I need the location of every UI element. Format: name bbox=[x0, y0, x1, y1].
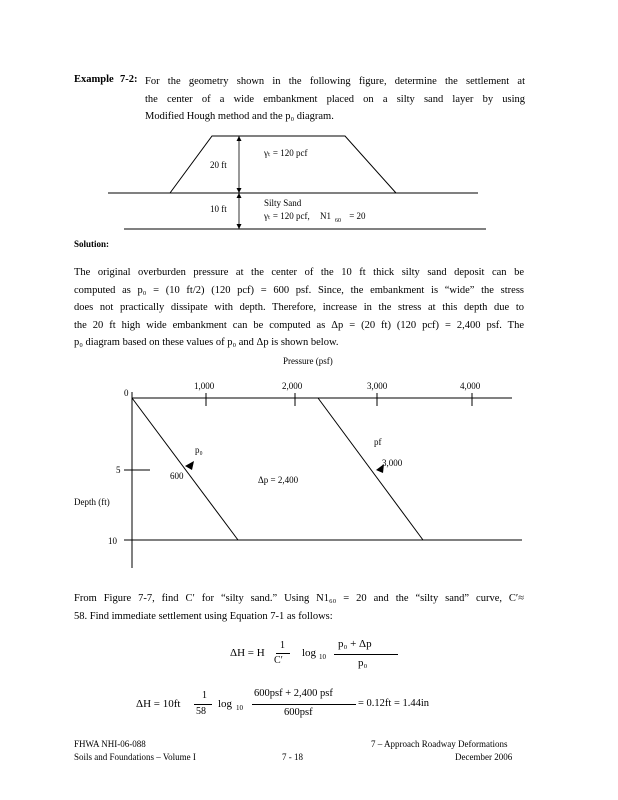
solution-line-3: does not practically dissipate with depth. Therefore, increase in the stress at this depth due to bbox=[74, 302, 524, 313]
eq2-frac-num: 1 bbox=[202, 690, 207, 701]
x-tick-label-0: 0 bbox=[124, 388, 129, 398]
embankment-figure bbox=[0, 0, 618, 240]
footer-page-number: 7 - 18 bbox=[282, 752, 303, 762]
eq1-log-sub: 10 bbox=[319, 653, 326, 661]
eq1-num: p₀ + Δp bbox=[338, 638, 372, 650]
embankment-height-label: 20 ft bbox=[210, 160, 227, 170]
po-arrow-icon bbox=[185, 461, 194, 470]
soil-n-value: = 20 bbox=[349, 211, 366, 221]
arrow-up-icon bbox=[237, 136, 242, 141]
soil-n-label: N1 bbox=[319, 211, 331, 221]
pressure-diagram bbox=[0, 370, 618, 570]
po-value-label: 600 bbox=[170, 471, 184, 481]
soil-name-label: Silty Sand bbox=[264, 198, 302, 208]
soil-n-subscript: 60 bbox=[334, 217, 341, 224]
eq1-frac-bar bbox=[276, 653, 290, 654]
example-number: 7-2: bbox=[120, 74, 138, 85]
x-tick-label-3000: 3,000 bbox=[367, 381, 388, 391]
footer-left-line-2: Soils and Foundations – Volume I bbox=[74, 752, 196, 762]
soil-unit-weight: γₜ = 120 pcf, bbox=[264, 211, 310, 221]
equation-solution bbox=[136, 688, 456, 728]
po-line bbox=[132, 398, 238, 540]
x-tick-label-1000: 1,000 bbox=[194, 381, 215, 391]
soil-properties-label bbox=[264, 211, 366, 224]
eq1-frac-num: 1 bbox=[280, 640, 285, 651]
footer-right-line-2: December 2006 bbox=[455, 752, 513, 762]
figure-reference-line-1: From Figure 7-7, find C′ for “silty sand.” Using N1₆₀ = 20 and the “silty sand” curve, C′≈ bbox=[74, 593, 524, 604]
footer-left-line-1: FHWA NHI-06-088 bbox=[74, 739, 146, 749]
eq2-den: 600psf bbox=[284, 707, 313, 718]
arrow-up-icon bbox=[237, 193, 242, 198]
x-tick-label-2000: 2,000 bbox=[282, 381, 303, 391]
pf-line bbox=[318, 398, 423, 540]
embankment-outline bbox=[170, 136, 396, 193]
eq2-log-sub: 10 bbox=[236, 704, 243, 712]
example-line-2: the center of a wide embankment placed on a silty sand layer by using bbox=[145, 93, 525, 105]
solution-line-5: p₀ diagram based on these values of p₀ and Δp is shown below. bbox=[74, 337, 339, 348]
delta-p-label: Δp = 2,400 bbox=[258, 475, 299, 485]
pf-value-label: 3,000 bbox=[382, 458, 403, 468]
example-label: Example bbox=[74, 74, 114, 85]
footer-right-line-1: 7 – Approach Roadway Deformations bbox=[371, 739, 508, 749]
eq2-num: 600psf + 2,400 psf bbox=[254, 688, 333, 699]
eq2-lhs: ΔH = 10ft bbox=[136, 698, 181, 710]
figure-reference-line-2: 58. Find immediate settlement using Equation 7-1 as follows: bbox=[74, 610, 333, 622]
solution-paragraph bbox=[74, 264, 524, 352]
y-tick-label-5: 5 bbox=[116, 465, 121, 475]
solution-line-1: The original overburden pressure at the center of the 10 ft thick silty sand deposit can be bbox=[74, 267, 524, 278]
solution-label: Solution: bbox=[74, 239, 110, 249]
fill-unit-weight-label: γₜ = 120 pcf bbox=[264, 148, 308, 158]
pf-label: pf bbox=[374, 437, 382, 447]
layer-thickness-label: 10 ft bbox=[210, 204, 227, 214]
equation-7-1 bbox=[230, 638, 410, 680]
y-tick-label-10: 10 bbox=[108, 536, 117, 546]
eq1-main-bar bbox=[334, 654, 398, 655]
eq2-frac-den: 58 bbox=[196, 706, 206, 717]
arrow-down-icon bbox=[237, 188, 242, 193]
eq2-result: = 0.12ft = 1.44in bbox=[358, 698, 430, 709]
eq1-log: log bbox=[302, 647, 317, 659]
example-line-1: For the geometry shown in the following figure, determine the settlement at bbox=[145, 76, 525, 87]
pressure-axis-title: Pressure (psf) bbox=[283, 356, 333, 366]
arrow-down-icon bbox=[237, 224, 242, 229]
eq1-den: p₀ bbox=[358, 657, 368, 669]
eq2-frac-bar bbox=[194, 704, 212, 705]
depth-axis-title: Depth (ft) bbox=[74, 497, 110, 507]
eq1-frac-den: C′ bbox=[274, 655, 283, 666]
solution-line-2: computed as p₀ = (10 ft/2) (120 pcf) = 600 psf. Since, the embankment is “wide” the stress bbox=[74, 284, 524, 296]
figure-reference-text bbox=[74, 590, 524, 625]
solution-line-4: the 20 ft high wide embankment can be computed as Δp = (20 ft) (120 pcf) = 2,400 psf. The bbox=[74, 319, 524, 331]
eq1-lhs: ΔH = H bbox=[230, 647, 265, 659]
po-label: p₀ bbox=[195, 445, 203, 455]
x-tick-label-4000: 4,000 bbox=[460, 381, 481, 391]
example-line-3: Modified Hough method and the p₀ diagram. bbox=[145, 111, 334, 122]
eq2-log: log bbox=[218, 698, 233, 710]
eq2-main-bar bbox=[252, 704, 356, 705]
